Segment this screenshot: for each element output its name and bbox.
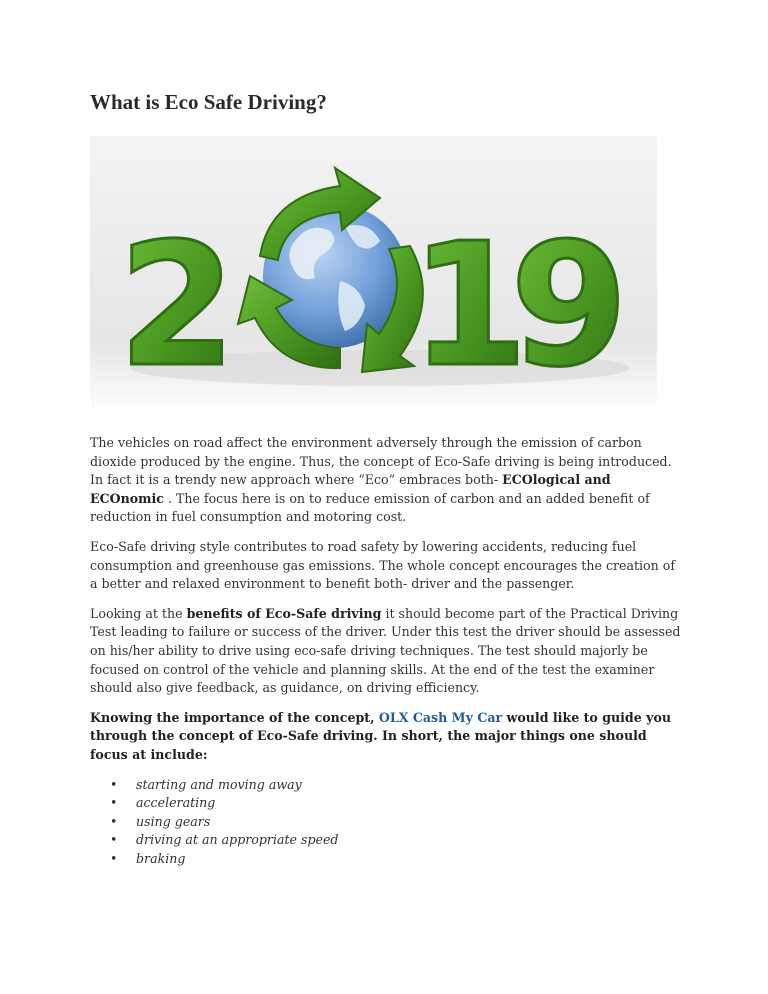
- hero-image-2019: [90, 136, 657, 413]
- svg-text:2: 2: [118, 207, 237, 405]
- page-title: What is Eco Safe Driving?: [90, 90, 327, 114]
- bullet-icon: •: [110, 795, 118, 811]
- svg-text:9: 9: [510, 207, 629, 405]
- bullet-icon: •: [110, 850, 118, 866]
- paragraph-road-safety: Eco-Safe driving style contributes to road safety by lowering accidents, reducing fuel consumption and greenhouse gas emissions. The whole concept encourages the creation of a better and relaxed environment to benefit both- driver and the passenger.: [90, 538, 676, 592]
- eco-emphasis: ECOlogical and ECOnomic: [90, 472, 611, 506]
- olx-cash-my-car-link[interactable]: OLX Cash My Car: [378, 709, 503, 725]
- focus-list: [90, 776, 682, 869]
- paragraph-intro: The vehicles on road affect the environment adversely through the emission of carbon dioxide produced by the engine. Thus, the concept of Eco-Safe driving is being introduced. In fact it is a trendy new approach where “Eco” embraces both- ECOlogical and ECOnomic . The focus here is on to reduce emission of carbon and an added benefit of reduction in fuel consumption and motoring cost.: [90, 435, 672, 525]
- list-item: • driving at an appropriate speed: [90, 831, 682, 850]
- list-item: • accelerating: [90, 794, 682, 813]
- article-body: [90, 434, 682, 868]
- bullet-icon: •: [110, 813, 118, 829]
- bullet-icon: •: [110, 776, 118, 792]
- list-item: • braking: [90, 850, 682, 869]
- list-item: • using gears: [90, 813, 682, 832]
- paragraph-guide: Knowing the importance of the concept, OLX Cash My Car would like to guide you through the concept of Eco-Safe driving. In short, the major things one should focus at include:: [90, 709, 672, 762]
- paragraph-driving-test: Looking at the benefits of Eco-Safe driving it should become part of the Practical Driving Test leading to failure or success of the driver. Under this test the driver should be assessed on his/her ability to drive using eco-safe driving techniques. The test should majorly be focused on control of the vehicle and planning skills. At the end of the test the examiner should also give feedback, as guidance, on driving efficiency.: [90, 605, 681, 696]
- bullet-icon: •: [110, 832, 118, 848]
- list-item: • starting and moving away: [90, 776, 682, 795]
- svg-text:1: 1: [410, 207, 529, 405]
- benefits-emphasis: benefits of Eco-Safe driving: [186, 605, 382, 621]
